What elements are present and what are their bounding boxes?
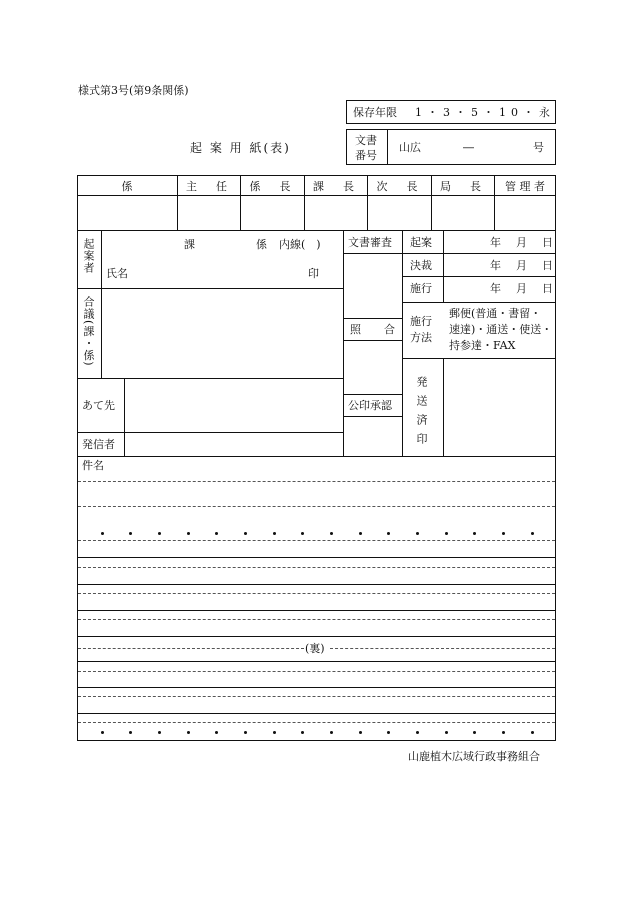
- sent-seal-label: 発送済印: [415, 376, 428, 452]
- enforcement-label-1: 施行: [410, 315, 432, 328]
- date-value-draft: 年 月 日: [490, 236, 555, 249]
- address-label: あて先: [82, 399, 115, 412]
- approval-header-kakari: 係: [121, 179, 133, 193]
- doc-number-dash: ―: [463, 141, 474, 154]
- approval-header-kyokucho: 局 長: [440, 179, 485, 193]
- dot-row-lower: [77, 731, 556, 735]
- approval-header-kacho: 課 長: [313, 179, 358, 193]
- back-label: (裏): [305, 642, 325, 655]
- approval-header-kakaricho: 係 長: [249, 179, 295, 193]
- date-label-enforce: 施行: [410, 282, 432, 295]
- doc-review-label: 文書審査: [348, 236, 392, 249]
- sender-label: 発信者: [82, 438, 115, 451]
- consultation-label: 合議(課・係): [82, 296, 95, 367]
- drafter-extension: 内線( ): [279, 238, 321, 251]
- main-form: [77, 175, 556, 741]
- doc-number-box: [346, 129, 556, 165]
- date-value-decision: 年 月 日: [490, 259, 555, 272]
- dot-row-upper: [77, 532, 556, 536]
- retention-label: 保存年限: [353, 106, 397, 119]
- approval-header-jicho: 次 長: [376, 179, 422, 193]
- organization-name: 山鹿植木広域行政事務組合: [408, 750, 540, 763]
- doc-number-label-1: 文書: [355, 134, 377, 147]
- doc-number-label-2: 番号: [355, 149, 377, 162]
- form-title: 起 案 用 紙(表): [190, 141, 291, 155]
- form-label: 様式第3号(第9条関係): [78, 84, 189, 97]
- date-value-enforce: 年 月 日: [490, 282, 555, 295]
- approval-header-shunin: 主 任: [186, 179, 231, 193]
- drafter-name-label: 氏名: [106, 267, 128, 280]
- enforcement-methods-3: 持参達・FAX: [449, 339, 516, 352]
- drafter-seal: 印: [308, 267, 319, 280]
- approval-header-kanrisha: 管 理 者: [505, 179, 545, 193]
- retention-box: [346, 100, 556, 124]
- verify-label: 照 合: [350, 323, 401, 336]
- enforcement-label-2: 方法: [410, 331, 432, 344]
- drafter-label: 起案者: [82, 238, 95, 274]
- enforcement-methods-1: 郵便(普通・書留・: [449, 307, 542, 320]
- drafter-ka: 課: [184, 238, 195, 251]
- retention-values: 1・3・5・10・永: [415, 106, 555, 119]
- drafter-kakari: 係: [256, 238, 267, 251]
- seal-approval-label: 公印承認: [348, 399, 392, 412]
- date-label-decision: 決裁: [410, 259, 432, 272]
- subject-label: 件名: [82, 459, 104, 472]
- enforcement-methods-2: 速達)・通送・使送・: [449, 323, 553, 336]
- date-label-draft: 起案: [410, 236, 432, 249]
- doc-number-suffix: 号: [533, 141, 544, 154]
- doc-number-prefix: 山広: [399, 141, 421, 154]
